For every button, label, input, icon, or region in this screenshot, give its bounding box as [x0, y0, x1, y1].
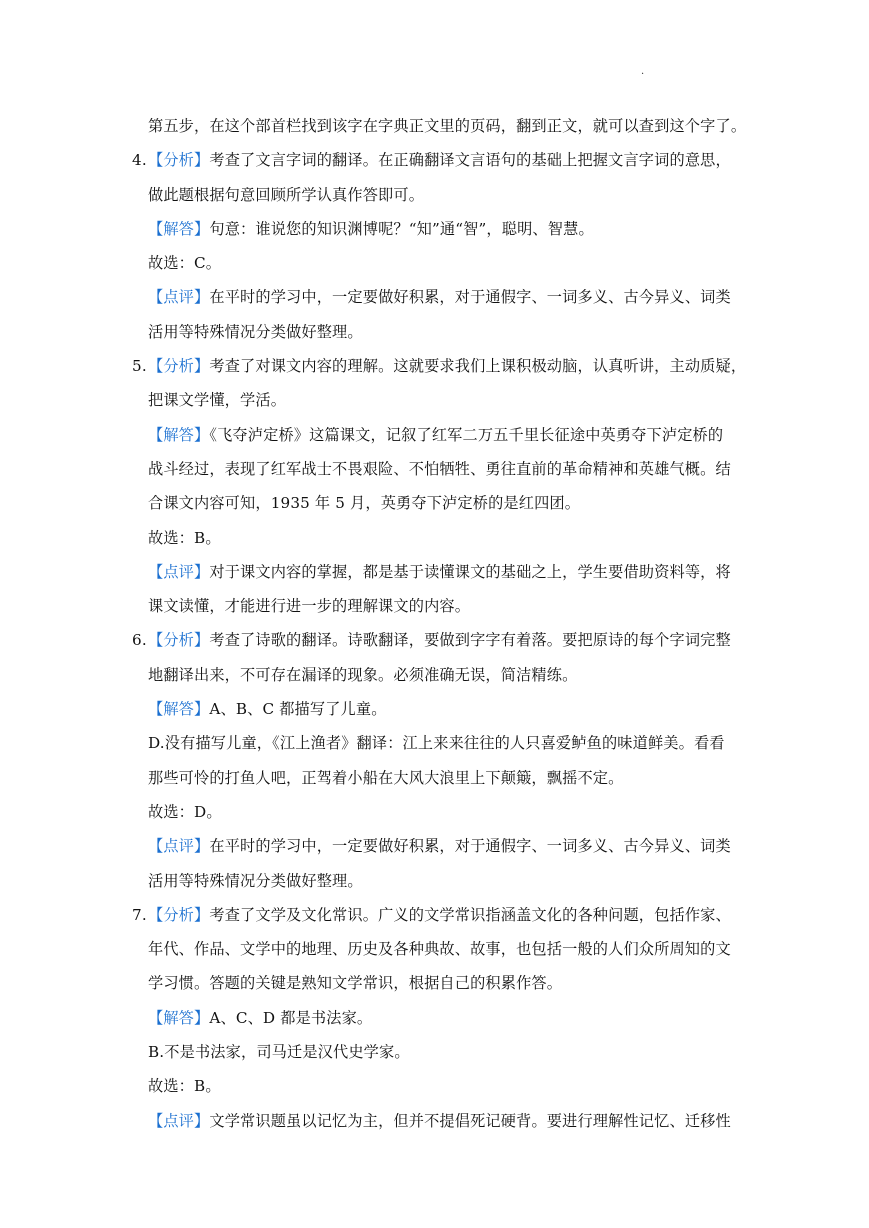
line-text: 活用等特殊情况分类做好整理。 — [148, 322, 363, 341]
text-line — [132, 280, 742, 314]
text-line — [132, 623, 742, 657]
line-text: 故选：B。 — [148, 1077, 221, 1096]
line-text: A、C、D 都是书法家。 — [209, 1008, 373, 1027]
line-text: 故选：D。 — [148, 802, 222, 821]
line-text: 在平时的学习中，一定要做好积累，对于通假字、一词多义、古今异义、词类 — [209, 837, 731, 856]
text-line — [132, 726, 742, 760]
text-line — [132, 178, 742, 212]
text-line — [132, 1104, 742, 1138]
question-number: 6. — [132, 631, 147, 650]
line-text: 句意：谁说您的知识渊博呢？“知”通“智”，聪明、智慧。 — [209, 219, 594, 238]
line-text: 考查了对课文内容的理解。这就要求我们上课积极动脑，认真听讲，主动质疑， — [209, 357, 747, 376]
text-line — [132, 761, 742, 795]
text-line — [132, 418, 742, 452]
line-text: 学习惯。答题的关键是熟知文学常识，根据自己的积累作答。 — [148, 974, 563, 993]
line-text: 故选：C。 — [148, 254, 222, 273]
text-line — [132, 109, 747, 143]
line-text: 《飞夺泸定桥》这篇课文，记叙了红军二万五千里长征途中英勇夺下泸定桥的 — [209, 425, 724, 444]
line-text: 那些可怜的打鱼人吧，正驾着小船在大风大浪里上下颠簸，飘摇不定。 — [148, 768, 624, 787]
question-number: 7. — [132, 905, 147, 924]
section-tag: 【分析】 — [148, 357, 210, 376]
line-text: 考查了诗歌的翻译。诗歌翻译，要做到字字有着落。要把原诗的每个字词完整 — [209, 631, 731, 650]
document-body — [132, 109, 747, 1138]
line-text: 做此题根据句意回顾所学认真作答即可。 — [148, 185, 425, 204]
section-tag: 【解答】 — [148, 425, 210, 444]
section-tag: 【分析】 — [148, 631, 210, 650]
text-line — [132, 829, 742, 863]
line-text: 合课文内容可知，1935 年 5 月，英勇夺下泸定桥的是红四团。 — [148, 494, 581, 513]
top-mark: . — [641, 66, 645, 77]
section-tag: 【分析】 — [148, 905, 210, 924]
text-line — [132, 966, 742, 1000]
text-line — [132, 486, 742, 520]
line-text: 第五步，在这个部首栏找到该字在字典正文里的页码，翻到正文，就可以查到这个字了。 — [148, 117, 747, 135]
question-number: 4. — [132, 151, 147, 170]
line-text: 文学常识题虽以记忆为主，但并不提倡死记硬背。要进行理解性记忆、迁移性 — [209, 1111, 731, 1130]
line-text: 把课文学懂，学活。 — [148, 391, 287, 410]
line-text: 考查了文学及文化常识。广义的文学常识指涵盖文化的各种问题，包括作家、 — [209, 905, 731, 924]
line-text: 课文读懂，才能进行进一步的理解课文的内容。 — [148, 597, 471, 616]
line-text: 年代、作品、文学中的地理、历史及各种典故、故事，也包括一般的人们众所周知的文 — [148, 940, 731, 959]
text-line — [132, 932, 742, 966]
section-tag: 【分析】 — [148, 151, 210, 170]
line-text: B.不是书法家，司马迁是汉代史学家。 — [148, 1043, 410, 1062]
text-line — [132, 521, 742, 555]
text-line — [132, 795, 742, 829]
line-text: 活用等特殊情况分类做好整理。 — [148, 871, 363, 890]
line-text: 对于课文内容的掌握，都是基于读懂课文的基础之上，学生要借助资料等，将 — [209, 562, 731, 581]
text-line — [132, 555, 742, 589]
text-line — [132, 212, 742, 246]
line-text: 考查了文言字词的翻译。在正确翻译文言语句的基础上把握文言字词的意思， — [209, 151, 731, 170]
text-line — [132, 143, 742, 177]
text-line — [132, 246, 742, 280]
text-line — [132, 1001, 742, 1035]
text-line — [132, 315, 742, 349]
line-text: D.没有描写儿童，《江上渔者》翻译：江上来来往往的人只喜爱鲈鱼的味道鲜美。看看 — [148, 734, 725, 753]
line-text: 战斗经过，表现了红军战士不畏艰险、不怕牺牲、勇往直前的革命精神和英雄气概。结 — [148, 459, 731, 478]
text-line — [132, 589, 742, 623]
text-line — [132, 1035, 742, 1069]
text-line — [132, 452, 742, 486]
section-tag: 【解答】 — [148, 700, 210, 719]
text-line — [132, 383, 742, 417]
section-tag: 【解答】 — [148, 1008, 210, 1027]
text-line — [132, 349, 747, 383]
text-line — [132, 864, 742, 898]
text-line — [132, 692, 742, 726]
section-tag: 【点评】 — [148, 1111, 210, 1130]
section-tag: 【点评】 — [148, 288, 210, 307]
section-tag: 【点评】 — [148, 562, 210, 581]
section-tag: 【点评】 — [148, 837, 210, 856]
text-line — [132, 658, 742, 692]
line-text: 地翻译出来，不可存在漏译的现象。必须准确无误，简洁精练。 — [148, 665, 578, 684]
text-line — [132, 898, 742, 932]
line-text: 故选：B。 — [148, 528, 221, 547]
line-text: 在平时的学习中，一定要做好积累，对于通假字、一词多义、古今异义、词类 — [209, 288, 731, 307]
text-line — [132, 1069, 742, 1103]
question-number: 5. — [132, 357, 147, 376]
section-tag: 【解答】 — [148, 219, 210, 238]
line-text: A、B、C 都描写了儿童。 — [209, 700, 387, 719]
